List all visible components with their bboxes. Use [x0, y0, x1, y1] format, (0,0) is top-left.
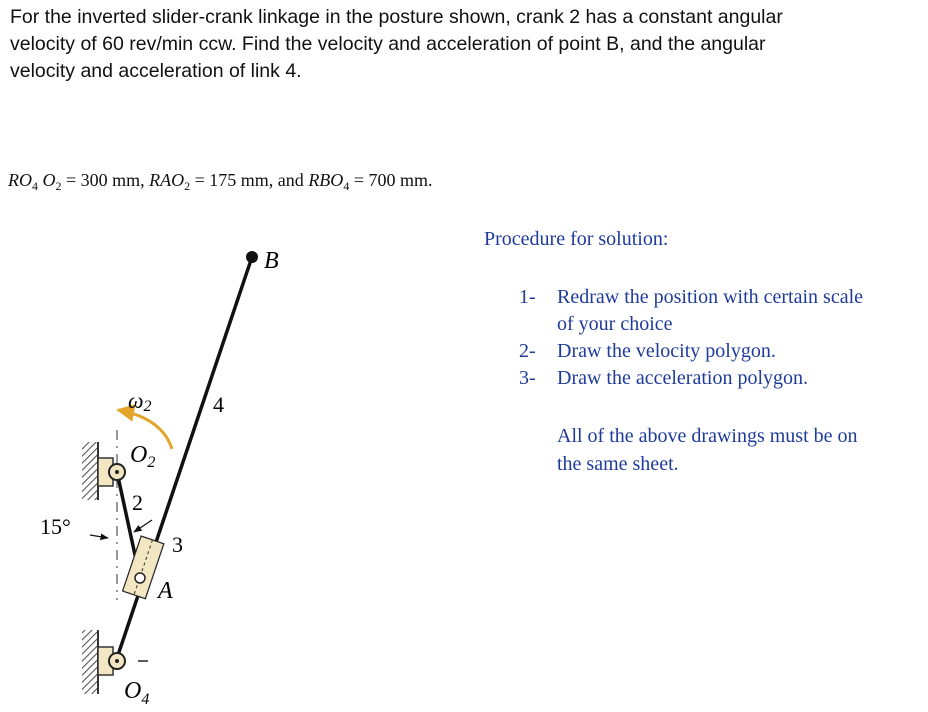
r2-value: = 175 mm, and	[190, 170, 309, 190]
problem-line-3: velocity and acceleration of link 4.	[10, 60, 302, 82]
step-text: Draw the velocity polygon.	[557, 340, 776, 362]
r3-value: = 700 mm.	[349, 170, 433, 190]
pivot-o2-inner	[115, 470, 119, 474]
link2-leader	[134, 520, 152, 532]
procedure-step-2	[519, 338, 863, 365]
label-angle: 15°	[40, 514, 71, 539]
step-number: 1-	[519, 286, 536, 308]
problem-statement	[10, 4, 910, 85]
label-link-3: 3	[172, 532, 183, 557]
problem-line-2: velocity of 60 rev/min ccw. Find the velocity and acceleration of point B, and the angular	[10, 33, 766, 55]
procedure-step-3	[519, 365, 863, 392]
note-line-1: All of the above drawings must be on	[557, 425, 858, 447]
step-number: 2-	[519, 340, 536, 362]
procedure-title: Procedure for solution:	[484, 228, 669, 250]
label-o2: $O_2$	[130, 442, 156, 471]
r2-symbol: $RAO_2$	[149, 170, 191, 193]
step-text: Draw the acceleration polygon.	[557, 367, 809, 389]
angle-arrow	[90, 535, 108, 538]
label-o4: $O_4$	[124, 678, 150, 708]
procedure-step-1	[519, 284, 863, 338]
r1-value: = 300 mm,	[61, 170, 150, 190]
problem-line-1: For the inverted slider-crank linkage in the posture shown, crank 2 has a constant angular	[10, 6, 783, 28]
step-text-cont: of your choice	[557, 313, 673, 335]
procedure-note	[557, 422, 927, 478]
procedure-steps	[519, 284, 863, 392]
label-omega: ω2	[128, 388, 152, 415]
step-number: 3-	[519, 367, 536, 389]
given-dimensions	[8, 170, 432, 194]
label-link-4: 4	[213, 392, 224, 417]
r1-symbol: $RO_4$ $O_2$	[8, 170, 62, 193]
label-b: B	[264, 248, 279, 274]
point-b-dot	[246, 251, 258, 263]
linkage-diagram	[0, 220, 330, 710]
note-line-2: the same sheet.	[557, 453, 679, 475]
label-link-2: 2	[132, 490, 143, 515]
r3-symbol: $RBO_4$	[308, 170, 350, 193]
pivot-a	[135, 573, 145, 583]
pivot-o4-inner	[115, 659, 119, 663]
label-a: A	[158, 578, 173, 604]
step-text: Redraw the position with certain scale	[557, 286, 864, 308]
